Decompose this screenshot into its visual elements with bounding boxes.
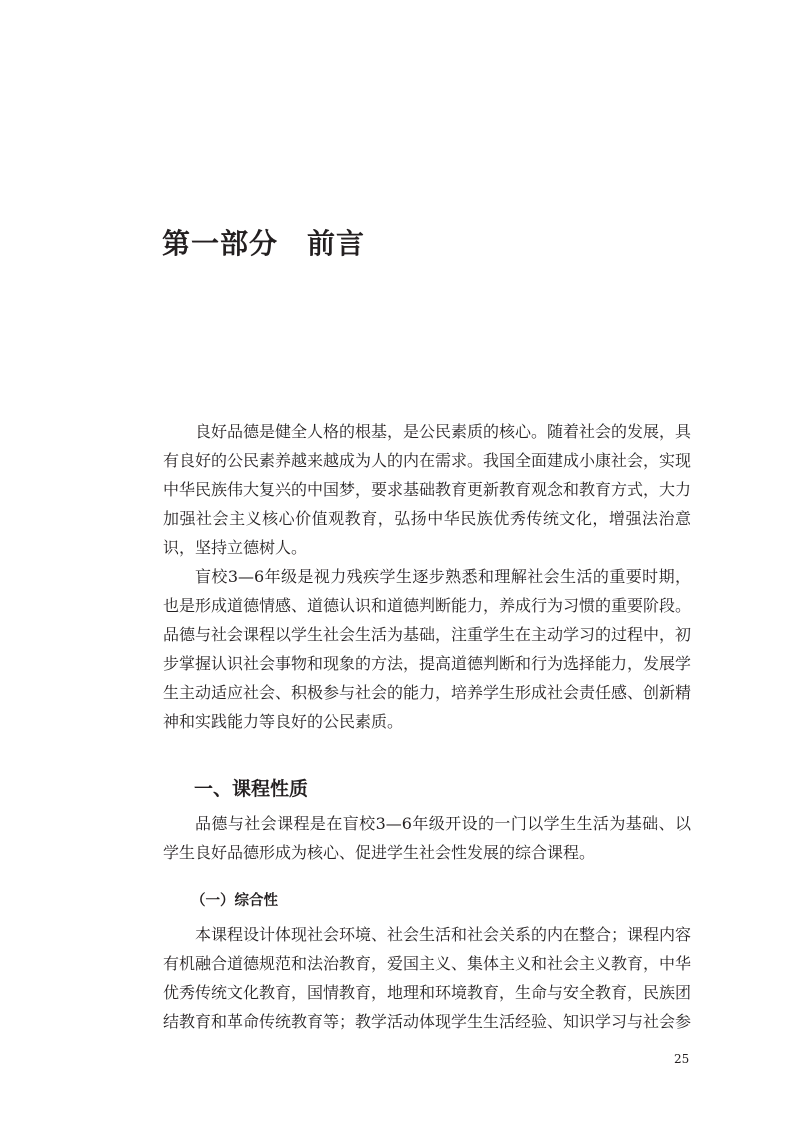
comprehensive-paragraph: 本课程设计体现社会环境、社会生活和社会关系的内在整合；课程内容有机融合道德规范和法治教育，爱国主义、集体主义和社会主义教育，中华优秀传统文化教育，国情教育，地理和环境教育，生命与安全教育，民族团结教育和革命传统教育等；教学活动体现学生生活经验、知识学习与社会参	[163, 925, 692, 1031]
part-title: 第一部分 前言	[162, 227, 366, 260]
subsection-heading-comprehensive: （一）综合性	[191, 893, 278, 909]
preface-paragraph-1: 良好品德是健全人格的根基，是公民素质的核心。随着社会的发展，具有良好的公民素养越来越成为人的内在需求。我国全面建成小康社会，实现中华民族伟大复兴的中国梦，要求基础教育更新教育观念和教育方式，大力加强社会主义核心价值观教育，弘扬中华民族优秀传统文化，增强法治意识，坚持立德树人。	[163, 422, 692, 557]
section-heading-course-nature: 一、课程性质	[194, 778, 309, 800]
comprehensive-text	[163, 920, 691, 1036]
course-nature-paragraph: 品德与社会课程是在盲校3—6年级开设的一门以学生生活为基础、以学生良好品德形成为核心、促进学生社会性发展的综合课程。	[163, 814, 691, 862]
course-nature-text	[163, 809, 691, 867]
page-number: 25	[674, 1052, 690, 1066]
preface-paragraph-2: 盲校3—6年级是视力残疾学生逐步熟悉和理解社会生活的重要时期，也是形成道德情感、道德认识和道德判断能力，养成行为习惯的重要阶段。品德与社会课程以学生社会生活为基础，注重学生在主动学习的过程中，初步掌握认识社会事物和现象的方法，提高道德判断和行为选择能力，发展学生主动适应社会、积极参与社会的能力，培养学生形成社会责任感、创新精神和实践能力等良好的公民素质。	[163, 567, 692, 731]
preface-text	[163, 417, 691, 736]
